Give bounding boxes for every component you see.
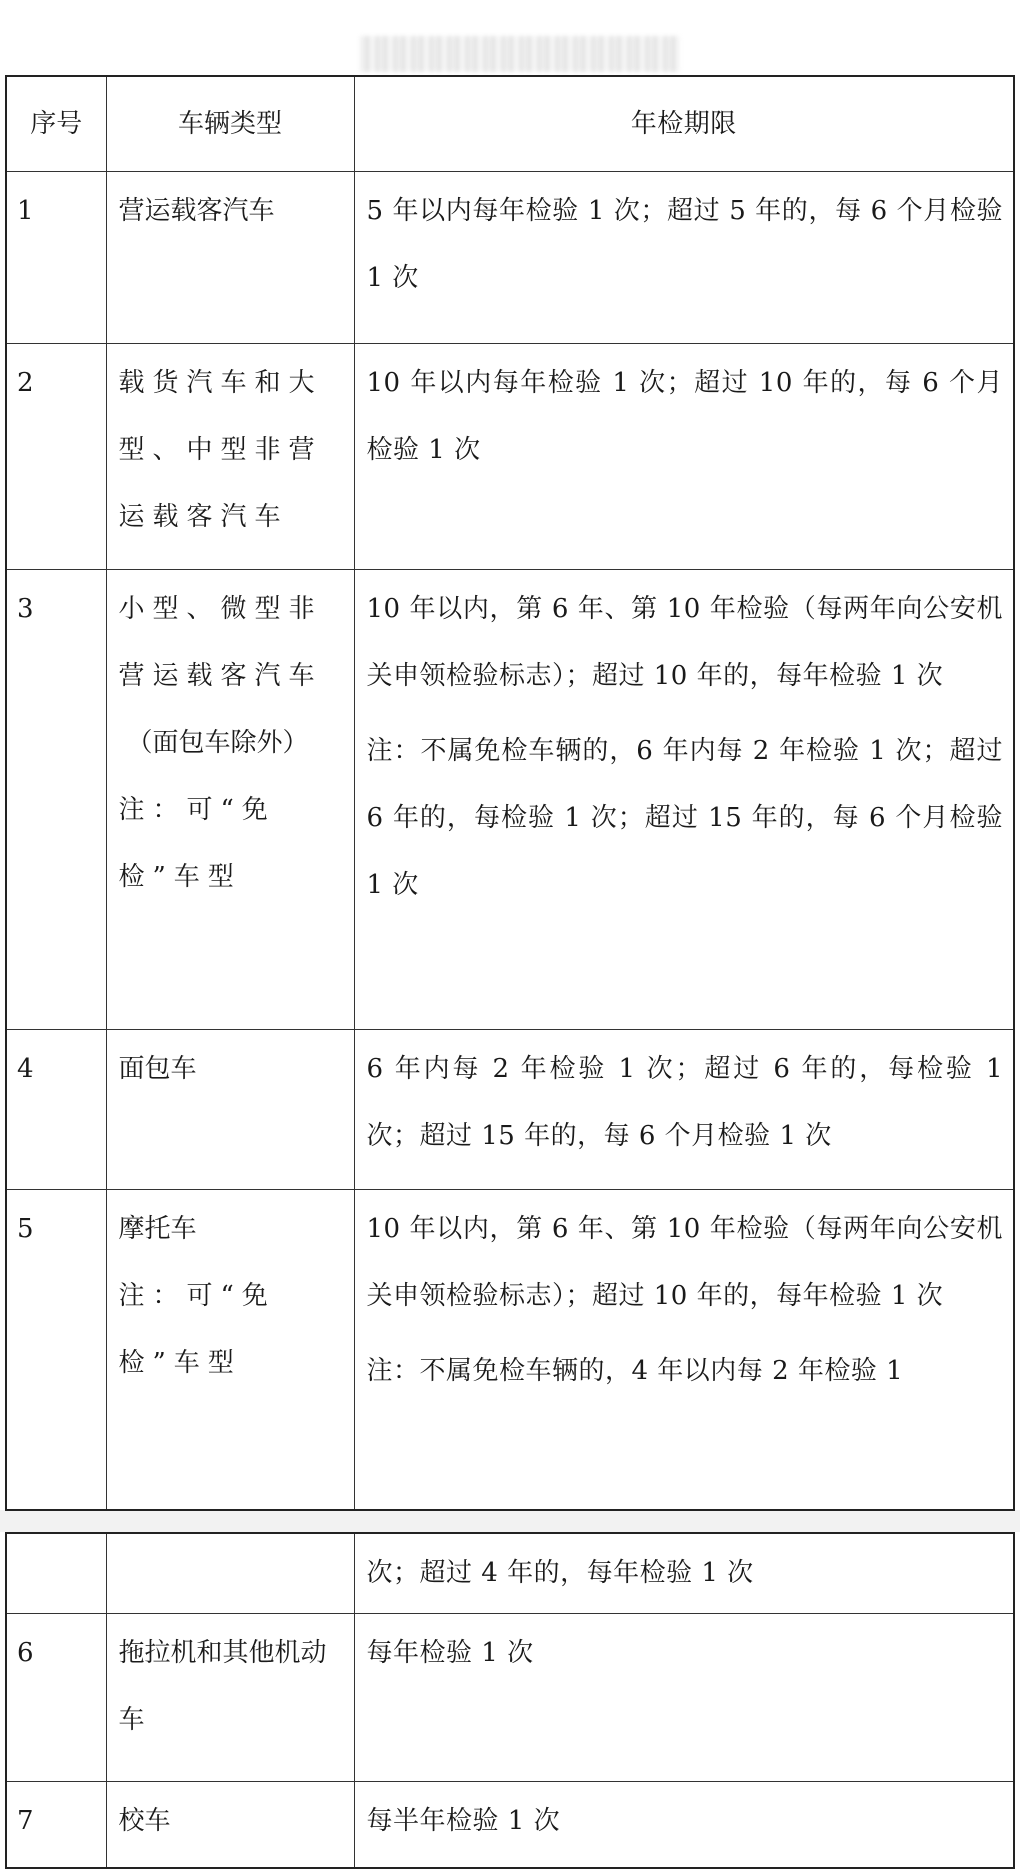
table-row	[6, 1030, 1014, 1190]
row-period: 6 年内每 2 年检验 1 次；超过 6 年的，每检验 1 次；超过 15 年的，每 6 个月检验 1 次	[354, 1030, 1014, 1190]
table-header-row	[6, 76, 1014, 172]
row-no: 1	[6, 172, 106, 344]
period-main: 10 年以内，第 6 年、第 10 年检验（每两年向公安机关申领检验标志）；超过 10 年的，每年检验 1 次	[366, 1214, 1003, 1311]
type-line: 摩托车	[118, 1214, 197, 1244]
row-period: 每年检验 1 次	[354, 1614, 1014, 1782]
period-main: 10 年以内，第 6 年、第 10 年检验（每两年向公安机关申领检验标志）；超过 10 年的，每年检验 1 次	[366, 594, 1003, 691]
header-vehicle-type: 车辆类型	[106, 76, 354, 172]
row-no	[6, 1533, 106, 1614]
table-row	[6, 1614, 1014, 1782]
period-note: 注：不属免检车辆的，4 年以内每 2 年检验 1	[366, 1356, 904, 1386]
table-row	[6, 1782, 1014, 1868]
type-line: （面包车除外）	[126, 728, 309, 758]
type-note: 注：可“免检”车型	[118, 795, 276, 892]
page-break-gap	[0, 1510, 1020, 1532]
blurred-header-watermark	[360, 36, 680, 72]
table-row	[6, 1533, 1014, 1614]
header-inspection-period: 年检期限	[354, 76, 1014, 172]
row-no: 2	[6, 344, 106, 570]
inspection-table	[5, 75, 1015, 1511]
row-period: 次；超过 4 年的，每年检验 1 次	[354, 1533, 1014, 1614]
row-no: 4	[6, 1030, 106, 1190]
row-period	[354, 570, 1014, 1030]
type-note: 注：可“免检”车型	[118, 1281, 276, 1378]
row-vehicle-type: 载货汽车和大型、中型非营运载客汽车	[106, 344, 354, 570]
period-note: 注：不属免检车辆的，6 年内每 2 年检验 1 次；超过 6 年的，每检验 1 次；超过 15 年的，每 6 个月检验 1 次	[366, 736, 1003, 900]
table-row	[6, 1190, 1014, 1510]
row-period: 10 年以内每年检验 1 次；超过 10 年的，每 6 个月检验 1 次	[354, 344, 1014, 570]
row-period: 每半年检验 1 次	[354, 1782, 1014, 1868]
table-row	[6, 570, 1014, 1030]
row-vehicle-type: 营运载客汽车	[106, 172, 354, 344]
row-no: 3	[6, 570, 106, 1030]
type-line: 小型、微型非营运载客汽车	[118, 594, 323, 691]
row-vehicle-type: 拖拉机和其他机动车	[106, 1614, 354, 1782]
inspection-table-continued	[5, 1532, 1015, 1869]
row-vehicle-type	[106, 570, 354, 1030]
row-period	[354, 1190, 1014, 1510]
table-row	[6, 172, 1014, 344]
row-vehicle-type: 面包车	[106, 1030, 354, 1190]
row-vehicle-type: 校车	[106, 1782, 354, 1868]
row-vehicle-type	[106, 1533, 354, 1614]
row-period: 5 年以内每年检验 1 次；超过 5 年的，每 6 个月检验 1 次	[354, 172, 1014, 344]
row-vehicle-type	[106, 1190, 354, 1510]
row-no: 5	[6, 1190, 106, 1510]
row-no: 7	[6, 1782, 106, 1868]
row-no: 6	[6, 1614, 106, 1782]
table-row	[6, 344, 1014, 570]
header-no: 序号	[6, 76, 106, 172]
